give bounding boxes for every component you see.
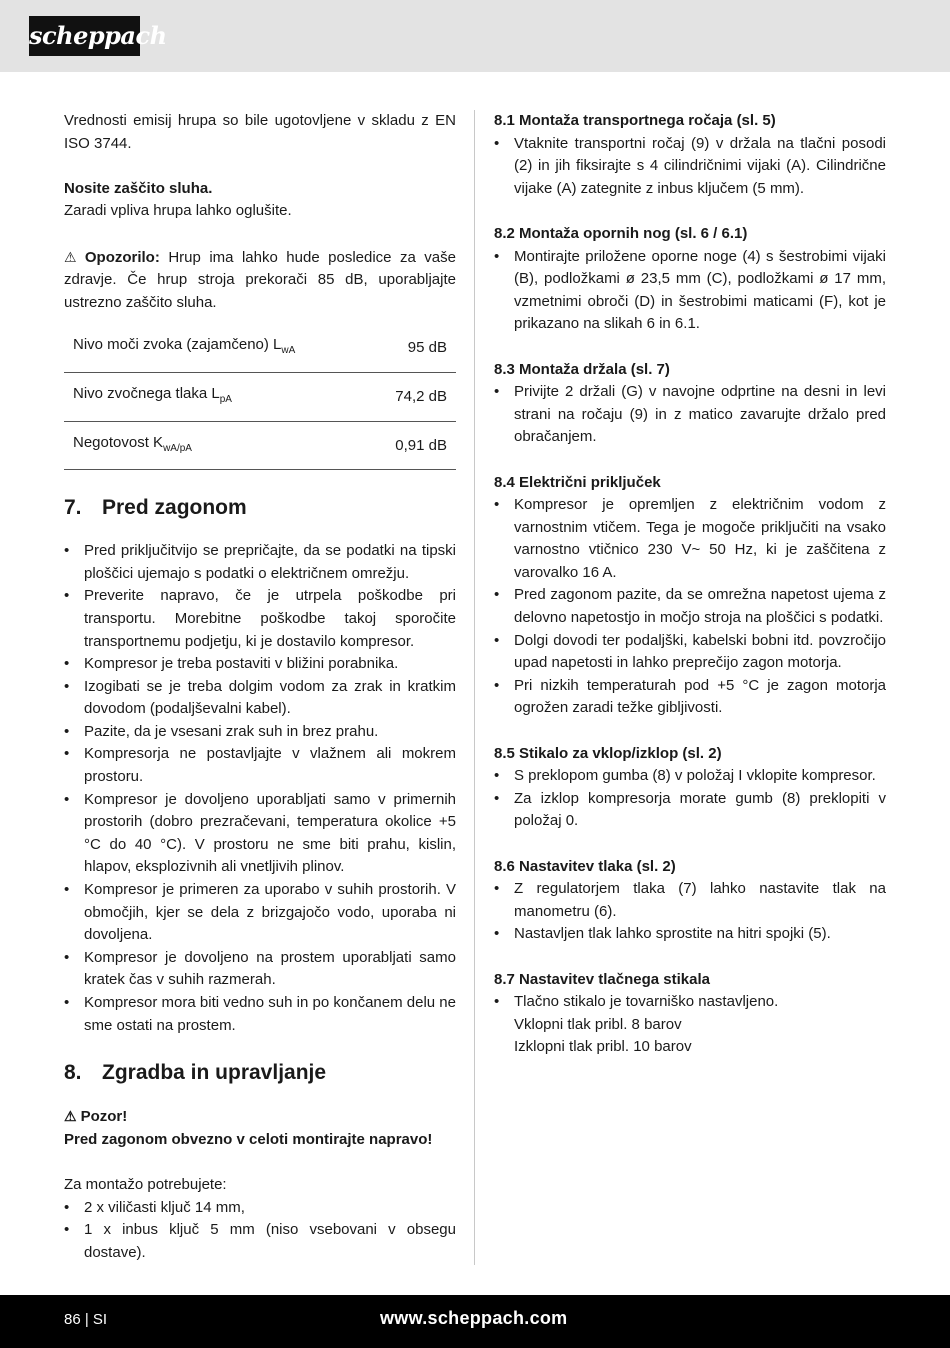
table-row (64, 372, 456, 421)
list-item: • Tlačno stikalo je tovarniško nastavljeno. (494, 991, 886, 1014)
list-item: • Pri nizkih temperaturah pod +5 °C je zagon motorja ogrožen zaradi težke gibljivosti. (494, 675, 886, 720)
list-item: • S preklopom gumba (8) v položaj I vklopite kompresor. (494, 765, 886, 788)
left-column (64, 110, 456, 1264)
caution-label: ⚠ Pozor! (64, 1108, 128, 1126)
list-item: • Pred zagonom pazite, da se omrežna napetost ujema z delovno napetostjo in močjo stroja na ploščici s podatki. (494, 584, 886, 629)
spec-value: 0,91 dB (368, 421, 456, 470)
scheppach-logo: scheppach (29, 16, 140, 56)
switch-on-pressure: Vklopni tlak pribl. 8 barov (514, 1015, 682, 1033)
list-item: • Montirajte priložene oporne noge (4) s šestrobimi vijaki (B), podložkami ø 23,5 mm (C), podložkami ø 17 mm, vzmetnimi obroči (D) in šestrobimi maticami (F), kot je prikazano na slikah 6 in 6.1. (494, 246, 886, 336)
list-item: • Privijte 2 držali (G) v navojne odprtine na desni in levi strani na ročaju (9) in z matico zavarujte držalo pred obračanjem. (494, 381, 886, 449)
spec-label: Nivo zvočnega tlaka $L_{pA}$ (64, 372, 368, 421)
page-header (0, 0, 950, 72)
section-8-heading: 8. Zgradba in upravljanje (64, 1061, 327, 1085)
hearing-text: Zaradi vpliva hrupa lahko oglušite. (64, 202, 292, 220)
noise-warning (64, 246, 456, 315)
column-divider (474, 110, 475, 1265)
list-item: • 1 x inbus ključ 5 mm (niso vsebovani v obsegu dostave). (64, 1219, 456, 1264)
section-8-5-title: 8.5 Stikalo za vklop/izklop (sl. 2) (494, 744, 722, 762)
section-8-7-list (494, 991, 886, 1014)
section-8-6-list (494, 878, 886, 946)
spec-value: 95 dB (368, 324, 456, 372)
section-8-4-title: 8.4 Električni priključek (494, 473, 661, 491)
spec-label: Negotovost $K_{wA/pA}$ (64, 421, 368, 470)
section-8-4-list (494, 494, 886, 720)
list-item: • Za izklop kompresorja morate gumb (8) preklopiti v položaj 0. (494, 788, 886, 833)
caution-text: Pred zagonom obvezno v celoti montirajte napravo! (64, 1130, 433, 1148)
list-item: • 2 x viličasti ključ 14 mm, (64, 1197, 456, 1220)
warning-icon: ⚠ (64, 248, 81, 265)
list-item: • Izogibati se je treba dolgim vodom za zrak in kratkim dovodom (podaljševalni kabel). (64, 676, 456, 721)
list-item: • Pazite, da je vsesani zrak suh in brez prahu. (64, 721, 456, 744)
section-8-3-list (494, 381, 886, 449)
section-7-list (64, 540, 456, 1037)
tools-list (64, 1197, 456, 1265)
list-item: • Kompresor je dovoljeno na prostem uporabljati samo kratek čas v suhih razmerah. (64, 947, 456, 992)
list-item: • Vtaknite transportni ročaj (9) v držala na tlačni posodi (2) in jih fiksirajte s 4 cilindričnimi vijaki (A). Cilindrične vijake (A) zategnite z inbus ključem (5 mm). (494, 133, 886, 201)
list-item: • Kompresor je dovoljeno uporabljati samo v primernih prostorih (dobro prezračevani, temperatura okolice +5 °C do 40 °C). V prostoru ne sme biti prahu, kislin, hlapov, eksplozivnih ali vnetljivih plinov. (64, 789, 456, 879)
spec-value: 74,2 dB (368, 372, 456, 421)
tools-intro: Za montažo potrebujete: (64, 1175, 227, 1193)
section-8-1-title: 8.1 Montaža transportnega ročaja (sl. 5) (494, 112, 776, 129)
list-item: • Nastavljen tlak lahko sprostite na hitri spojki (5). (494, 923, 886, 946)
list-item: • Kompresor je opremljen z električnim vodom z varnostnim vtičem. Tega je mogoče priključiti na vsako varnostno vtičnico 230 V~ 50 Hz, ki je zaščitena z varovalko 16 A. (494, 494, 886, 584)
table-row (64, 421, 456, 470)
section-8-5-list (494, 765, 886, 833)
list-item: • Z regulatorjem tlaka (7) lahko nastavite tlak na manometru (6). (494, 878, 886, 923)
warning-label: Opozorilo: (84, 248, 160, 266)
spec-label: Nivo moči zvoka (zajamčeno) $L_{wA}$ (64, 324, 368, 372)
emission-intro: Vrednosti emisij hrupa so bile ugotovljene v skladu z EN ISO 3744. (64, 112, 456, 152)
right-column (494, 110, 886, 1059)
page-number: 86 | SI (64, 1311, 108, 1328)
section-7-heading: 7. Pred zagonom (64, 496, 247, 520)
list-item: • Kompresor mora biti vedno suh in po končanem delu ne sme ostati na prostem. (64, 992, 456, 1037)
warning-icon: ⚠ (64, 1108, 77, 1125)
section-8-2-title: 8.2 Montaža opornih nog (sl. 6 / 6.1) (494, 224, 748, 242)
list-item: • Kompresorja ne postavljajte v vlažnem ali mokrem prostoru. (64, 743, 456, 788)
section-8-6-title: 8.6 Nastavitev tlaka (sl. 2) (494, 857, 676, 875)
list-item: • Pred priključitvijo se prepričajte, da se podatki na tipski ploščici ujemajo s podatki o električnem omrežju. (64, 540, 456, 585)
list-item: • Kompresor je primeren za uporabo v suhih prostorih. V območjih, kjer se dela z brizgajočo vodo, uporaba ni dovoljena. (64, 879, 456, 947)
list-item: • Dolgi dovodi ter podaljški, kabelski bobni itd. povzročijo upad napetosti in lahko preprečijo zagon motorja. (494, 630, 886, 675)
table-row (64, 324, 456, 372)
list-item: • Kompresor je treba postaviti v bližini porabnika. (64, 653, 456, 676)
section-8-1-list (494, 133, 886, 201)
switch-off-pressure: Izklopni tlak pribl. 10 barov (514, 1038, 692, 1056)
section-8-7-title: 8.7 Nastavitev tlačnega stikala (494, 970, 710, 988)
hearing-title: Nosite zaščito sluha. (64, 179, 213, 197)
noise-specs-table (64, 324, 456, 470)
website-link[interactable]: www.scheppach.com (380, 1308, 568, 1328)
section-8-3-title: 8.3 Montaža držala (sl. 7) (494, 360, 670, 378)
section-8-2-list (494, 246, 886, 336)
warning-text: Hrup ima lahko hude posledice za vaše zdravje. Če hrup stroja prekorači 85 dB, uporabljajte ustrezno zaščito sluha. (64, 248, 456, 311)
list-item: • Preverite napravo, če je utrpela poškodbe pri transportu. Morebitne poškodbe takoj sporočite transportnemu podjetju, ki je dostavilo kompresor. (64, 585, 456, 653)
page-footer (0, 1295, 950, 1348)
